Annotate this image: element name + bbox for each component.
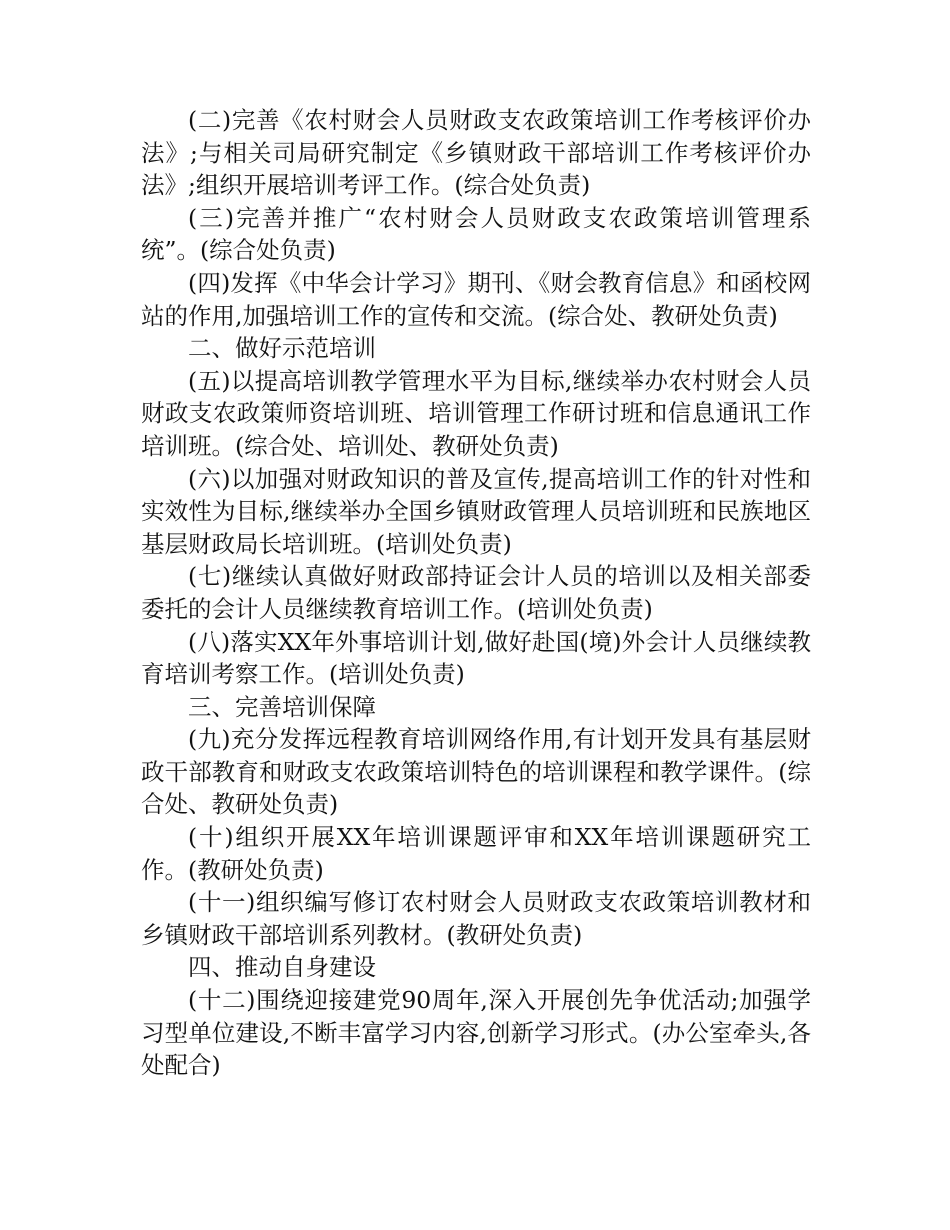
paragraph-item-8: (八)落实XX年外事培训计划,做好赴国(境)外会计人员继续教育培训考察工作。(培训处负责) [141, 627, 811, 689]
paragraph-item-10: (十)组织开展XX年培训课题评审和XX年培训课题研究工作。(教研处负责) [141, 823, 811, 884]
paragraph-item-9: (九)充分发挥远程教育培训网络作用,有计划开发具有基层财政干部教育和财政支农政策培训特色的培训课程和教学课件。(综合处、教研处负责) [141, 725, 811, 819]
paragraph-item-11: (十一)组织编写修订农村财会人员财政支农政策培训教材和乡镇财政干部培训系列教材。(教研处负责) [141, 888, 811, 949]
paragraph-item-4: (四)发挥《中华会计学习》期刊、《财会教育信息》和函校网站的作用,加强培训工作的宣传和交流。(综合处、教研处负责) [141, 268, 811, 330]
section-heading-2: 二、做好示范培训 [188, 334, 376, 363]
paragraph-item-2: (二)完善《农村财会人员财政支农政策培训工作考核评价办法》;与相关司局研究制定《乡镇财政干部培训工作考核评价办法》;组织开展培训考评工作。(综合处负责) [141, 106, 811, 200]
paragraph-item-6: (六)以加强对财政知识的普及宣传,提高培训工作的针对性和实效性为目标,继续举办全国乡镇财政管理人员培训班和民族地区基层财政局长培训班。(培训处负责) [141, 464, 811, 558]
section-heading-4: 四、推动自身建设 [188, 953, 376, 982]
paragraph-item-5: (五)以提高培训教学管理水平为目标,继续举办农村财会人员财政支农政策师资培训班、培训管理工作研讨班和信息通讯工作培训班。(综合处、培训处、教研处负责) [141, 366, 811, 460]
document-page [141, 104, 811, 1082]
paragraph-item-12: (十二)围绕迎接建党90周年,深入开展创先争优活动;加强学习型单位建设,不断丰富学习内容,创新学习形式。(办公室牵头,各处配合) [141, 986, 811, 1080]
paragraph-item-3: (三)完善并推广“农村财会人员财政支农政策培训管理系统”。(综合处负责) [141, 203, 811, 265]
section-heading-3: 三、完善培训保障 [188, 692, 376, 721]
paragraph-item-7: (七)继续认真做好财政部持证会计人员的培训以及相关部委委托的会计人员继续教育培训工作。(培训处负责) [141, 562, 811, 623]
